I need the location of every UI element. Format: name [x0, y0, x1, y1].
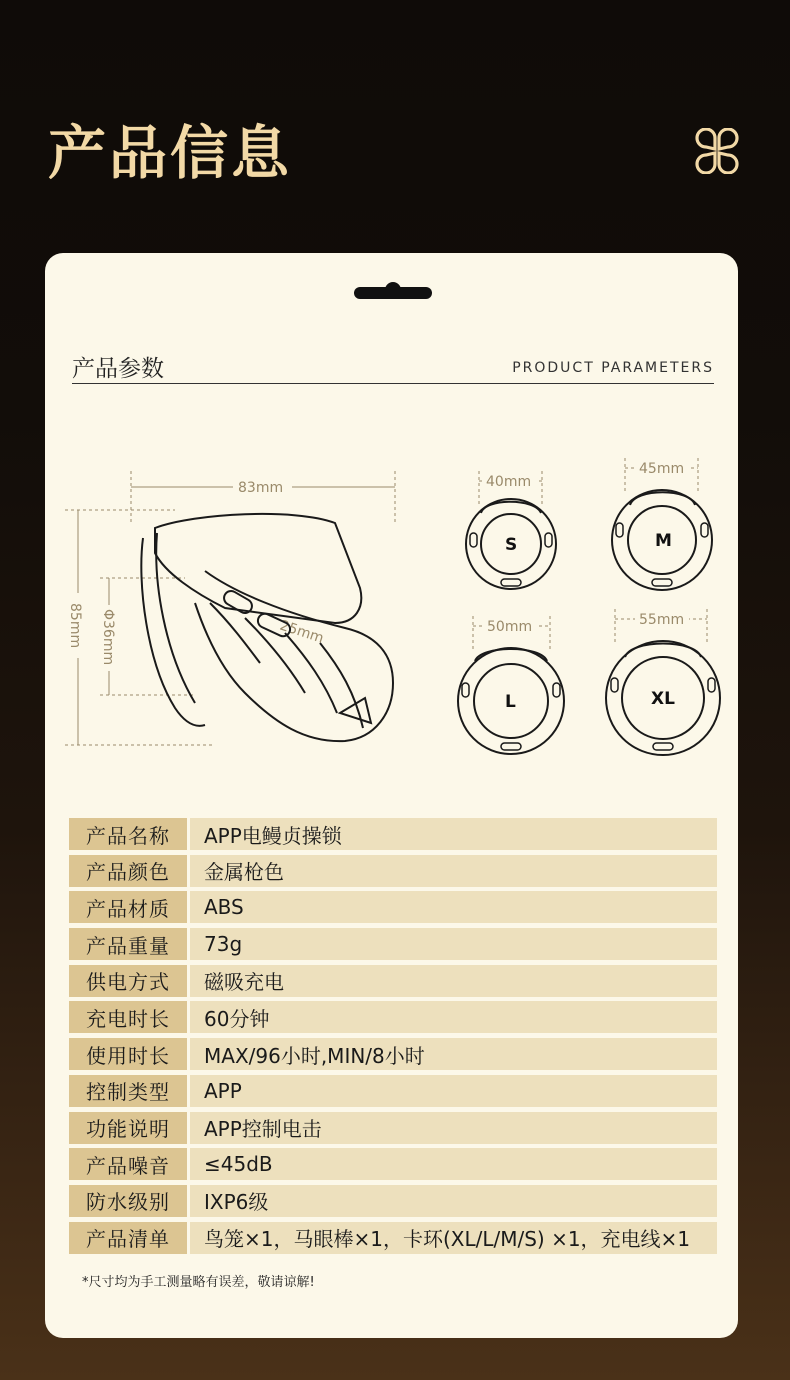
spec-key: 控制类型: [69, 1075, 187, 1107]
ring-m-size: M: [655, 531, 672, 551]
spec-value: IXP6级: [190, 1185, 717, 1217]
spec-key: 产品名称: [69, 818, 187, 850]
spec-value: MAX/96小时,MIN/8小时: [190, 1038, 717, 1070]
spec-value: 金属枪色: [190, 855, 717, 887]
spec-row: [69, 928, 717, 960]
cage-illustration: [141, 514, 393, 741]
spec-row: [69, 1038, 717, 1070]
width-label: 83mm: [238, 480, 284, 496]
footnote: *尺寸均为手工测量略有误差，敬请谅解!: [82, 1275, 315, 1290]
ring-l-dim: 50mm: [487, 619, 533, 635]
ring-xl: [606, 609, 720, 755]
spec-key: 产品颜色: [69, 855, 187, 887]
ring-m: [612, 458, 712, 590]
spec-value: ABS: [190, 891, 717, 923]
spec-key: 供电方式: [69, 965, 187, 997]
hanger-slot: [354, 287, 432, 299]
ring-s: [466, 471, 556, 589]
height-label: 85mm: [67, 603, 83, 649]
diameter-label: Φ36mm: [100, 609, 116, 666]
spec-value: APP: [190, 1075, 717, 1107]
spec-key: 防水级别: [69, 1185, 187, 1217]
page-title: 产品信息: [48, 119, 293, 187]
spec-row: [69, 1222, 717, 1254]
spec-value: 73g: [190, 928, 717, 960]
section-header: [72, 348, 714, 384]
spec-row: [69, 1148, 717, 1180]
spec-key: 产品清单: [69, 1222, 187, 1254]
ring-l: [458, 616, 564, 754]
spec-row: [69, 891, 717, 923]
inner-label: 25mm: [277, 617, 326, 647]
ring-s-size: S: [505, 535, 518, 555]
clover-icon: [694, 128, 740, 174]
product-diagram: [45, 393, 738, 813]
spec-value: 60分钟: [190, 1001, 717, 1033]
spec-value: APP控制电击: [190, 1112, 717, 1144]
spec-value: ≤45dB: [190, 1148, 717, 1180]
section-title-en: PRODUCT PARAMETERS: [512, 360, 714, 376]
product-card: [45, 253, 738, 1338]
spec-key: 产品材质: [69, 891, 187, 923]
ring-s-dim: 40mm: [486, 474, 532, 490]
spec-row: [69, 1112, 717, 1144]
spec-value: 鸟笼×1，马眼棒×1，卡环(XL/L/M/S) ×1，充电线×1: [190, 1222, 717, 1254]
spec-key: 产品重量: [69, 928, 187, 960]
ring-l-size: L: [505, 692, 516, 712]
spec-row: [69, 965, 717, 997]
spec-table: [69, 818, 717, 1258]
ring-xl-dim: 55mm: [639, 612, 685, 628]
spec-row: [69, 1185, 717, 1217]
spec-key: 使用时长: [69, 1038, 187, 1070]
spec-row: [69, 1001, 717, 1033]
spec-key: 充电时长: [69, 1001, 187, 1033]
spec-row: [69, 1075, 717, 1107]
spec-key: 功能说明: [69, 1112, 187, 1144]
spec-value: APP电鳗贞操锁: [190, 818, 717, 850]
spec-key: 产品噪音: [69, 1148, 187, 1180]
ring-xl-size: XL: [651, 689, 675, 709]
spec-value: 磁吸充电: [190, 965, 717, 997]
spec-row: [69, 855, 717, 887]
spec-row: [69, 818, 717, 850]
section-title-cn: 产品参数: [72, 356, 164, 382]
ring-m-dim: 45mm: [639, 461, 685, 477]
